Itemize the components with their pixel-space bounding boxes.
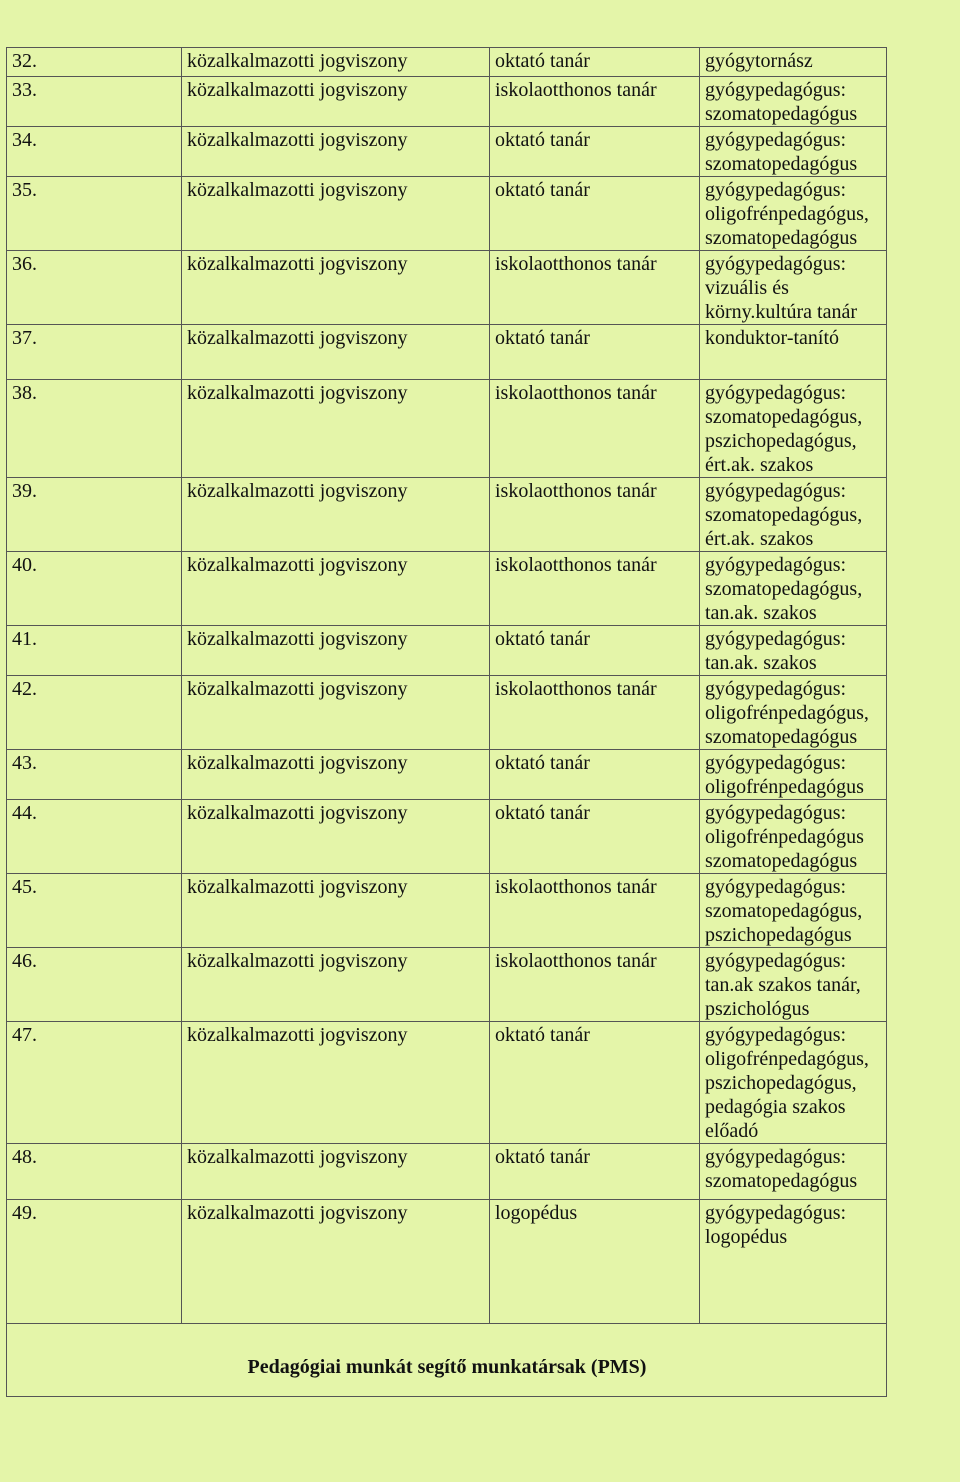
job-title: oktató tanár bbox=[490, 800, 700, 874]
row-number: 41. bbox=[7, 626, 182, 676]
employment-type: közalkalmazotti jogviszony bbox=[182, 626, 490, 676]
employment-type: közalkalmazotti jogviszony bbox=[182, 380, 490, 478]
employment-type: közalkalmazotti jogviszony bbox=[182, 48, 490, 77]
employment-type: közalkalmazotti jogviszony bbox=[182, 948, 490, 1022]
qualification: gyógypedagógus: szomatopedagógus bbox=[700, 127, 887, 177]
row-number: 37. bbox=[7, 325, 182, 380]
section-footer-row bbox=[7, 1324, 887, 1397]
qualification: gyógypedagógus: tan.ak szakos tanár, pszichológus bbox=[700, 948, 887, 1022]
job-title: oktató tanár bbox=[490, 1022, 700, 1144]
table-row bbox=[7, 1144, 887, 1200]
qualification: gyógytornász bbox=[700, 48, 887, 77]
qualification: gyógypedagógus: oligofrénpedagógus bbox=[700, 750, 887, 800]
qualification: gyógypedagógus: szomatopedagógus, pszichopedagógus, ért.ak. szakos bbox=[700, 380, 887, 478]
job-title: oktató tanár bbox=[490, 626, 700, 676]
employment-type: közalkalmazotti jogviszony bbox=[182, 874, 490, 948]
row-number: 36. bbox=[7, 251, 182, 325]
table-row bbox=[7, 552, 887, 626]
employment-type: közalkalmazotti jogviszony bbox=[182, 1200, 490, 1324]
job-title: oktató tanár bbox=[490, 127, 700, 177]
employment-type: közalkalmazotti jogviszony bbox=[182, 325, 490, 380]
row-number: 49. bbox=[7, 1200, 182, 1324]
table-row bbox=[7, 478, 887, 552]
table-row bbox=[7, 48, 887, 77]
qualification: konduktor-tanító bbox=[700, 325, 887, 380]
table-row bbox=[7, 77, 887, 127]
job-title: oktató tanár bbox=[490, 1144, 700, 1200]
employment-type: közalkalmazotti jogviszony bbox=[182, 1022, 490, 1144]
job-title: iskolaotthonos tanár bbox=[490, 478, 700, 552]
row-number: 42. bbox=[7, 676, 182, 750]
qualification: gyógypedagógus: oligofrénpedagógus, pszichopedagógus, pedagógia szakos előadó bbox=[700, 1022, 887, 1144]
row-number: 35. bbox=[7, 177, 182, 251]
table-row bbox=[7, 874, 887, 948]
table-row bbox=[7, 325, 887, 380]
table-row bbox=[7, 750, 887, 800]
table-row bbox=[7, 800, 887, 874]
qualification: gyógypedagógus: oligofrénpedagógus, szomatopedagógus bbox=[700, 676, 887, 750]
job-title: iskolaotthonos tanár bbox=[490, 251, 700, 325]
row-number: 34. bbox=[7, 127, 182, 177]
job-title: oktató tanár bbox=[490, 750, 700, 800]
qualification: gyógypedagógus: szomatopedagógus, pszichopedagógus bbox=[700, 874, 887, 948]
employment-type: közalkalmazotti jogviszony bbox=[182, 676, 490, 750]
job-title: iskolaotthonos tanár bbox=[490, 380, 700, 478]
employment-type: közalkalmazotti jogviszony bbox=[182, 251, 490, 325]
table-row bbox=[7, 626, 887, 676]
row-number: 44. bbox=[7, 800, 182, 874]
table-row bbox=[7, 1200, 887, 1324]
qualification: gyógypedagógus: vizuális és körny.kultúra tanár bbox=[700, 251, 887, 325]
row-number: 48. bbox=[7, 1144, 182, 1200]
table-row bbox=[7, 1022, 887, 1144]
qualification: gyógypedagógus: oligofrénpedagógus szomatopedagógus bbox=[700, 800, 887, 874]
job-title: iskolaotthonos tanár bbox=[490, 948, 700, 1022]
section-title: Pedagógiai munkát segítő munkatársak (PMS) bbox=[7, 1324, 887, 1397]
table-row bbox=[7, 676, 887, 750]
job-title: oktató tanár bbox=[490, 48, 700, 77]
job-title: oktató tanár bbox=[490, 177, 700, 251]
staff-table bbox=[6, 47, 887, 1397]
employment-type: közalkalmazotti jogviszony bbox=[182, 478, 490, 552]
job-title: iskolaotthonos tanár bbox=[490, 676, 700, 750]
table-row bbox=[7, 948, 887, 1022]
table-row bbox=[7, 127, 887, 177]
table-row bbox=[7, 177, 887, 251]
qualification: gyógypedagógus: tan.ak. szakos bbox=[700, 626, 887, 676]
employment-type: közalkalmazotti jogviszony bbox=[182, 77, 490, 127]
qualification: gyógypedagógus: oligofrénpedagógus, szomatopedagógus bbox=[700, 177, 887, 251]
row-number: 38. bbox=[7, 380, 182, 478]
qualification: gyógypedagógus: szomatopedagógus, ért.ak. szakos bbox=[700, 478, 887, 552]
job-title: logopédus bbox=[490, 1200, 700, 1324]
job-title: iskolaotthonos tanár bbox=[490, 552, 700, 626]
table-row bbox=[7, 380, 887, 478]
job-title: iskolaotthonos tanár bbox=[490, 874, 700, 948]
qualification: gyógypedagógus: szomatopedagógus, tan.ak. szakos bbox=[700, 552, 887, 626]
row-number: 47. bbox=[7, 1022, 182, 1144]
row-number: 46. bbox=[7, 948, 182, 1022]
employment-type: közalkalmazotti jogviszony bbox=[182, 127, 490, 177]
row-number: 39. bbox=[7, 478, 182, 552]
job-title: oktató tanár bbox=[490, 325, 700, 380]
job-title: iskolaotthonos tanár bbox=[490, 77, 700, 127]
qualification: gyógypedagógus: szomatopedagógus bbox=[700, 77, 887, 127]
row-number: 45. bbox=[7, 874, 182, 948]
employment-type: közalkalmazotti jogviszony bbox=[182, 177, 490, 251]
row-number: 33. bbox=[7, 77, 182, 127]
row-number: 43. bbox=[7, 750, 182, 800]
employment-type: közalkalmazotti jogviszony bbox=[182, 800, 490, 874]
employment-type: közalkalmazotti jogviszony bbox=[182, 750, 490, 800]
employment-type: közalkalmazotti jogviszony bbox=[182, 552, 490, 626]
row-number: 32. bbox=[7, 48, 182, 77]
row-number: 40. bbox=[7, 552, 182, 626]
qualification: gyógypedagógus: szomatopedagógus bbox=[700, 1144, 887, 1200]
employment-type: közalkalmazotti jogviszony bbox=[182, 1144, 490, 1200]
qualification: gyógypedagógus: logopédus bbox=[700, 1200, 887, 1324]
table-row bbox=[7, 251, 887, 325]
